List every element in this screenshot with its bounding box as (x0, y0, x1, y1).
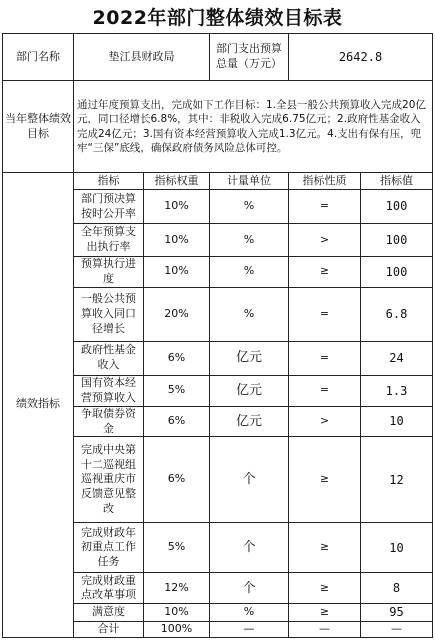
indicator-unit: % (210, 604, 289, 621)
indicator-nature: > (289, 224, 361, 257)
indicator-unit: 个 (210, 573, 289, 604)
indicator-value: 1.3 (361, 375, 433, 406)
indicator-value: 24 (361, 341, 433, 375)
page-title: 2022年部门整体绩效目标表 (92, 7, 343, 29)
indicator-value: 95 (361, 604, 433, 621)
total-unit: — (210, 621, 289, 637)
indicator-unit: 亿元 (210, 341, 289, 375)
indicator-value: 8 (361, 573, 433, 604)
indicator-weight: 6% (144, 341, 210, 375)
indicator-name: 全年预算支出执行率 (74, 224, 144, 257)
indicator-value: 100 (361, 190, 433, 224)
indicator-nature: = (289, 341, 361, 375)
goal-label: 当年整体绩效目标 (3, 81, 74, 173)
indicator-weight: 10% (144, 257, 210, 288)
budget-label: 部门支出预算总量（万元） (210, 34, 289, 81)
indicator-weight: 10% (144, 224, 210, 257)
total-label: 合计 (74, 621, 144, 637)
indicator-weight: 10% (144, 604, 210, 621)
col-header-unit: 计量单位 (210, 173, 289, 190)
indicator-name: 完成中央第十二巡视组巡视重庆市反馈意见整改 (74, 437, 144, 523)
indicator-name: 满意度 (74, 604, 144, 621)
indicator-value: 6.8 (361, 287, 433, 341)
indicator-nature: = (289, 190, 361, 224)
indicator-name: 政府性基金收入 (74, 341, 144, 375)
budget-value: 2642.8 (289, 34, 433, 81)
indicator-name: 争取债券资金 (74, 406, 144, 437)
indicator-name: 完成财政年初重点工作任务 (74, 523, 144, 573)
indicator-name: 国有资本经营预算收入 (74, 375, 144, 406)
indicator-nature: ≥ (289, 604, 361, 621)
indicator-unit: 亿元 (210, 375, 289, 406)
dept-name-label: 部门名称 (3, 34, 74, 81)
indicator-unit: % (210, 287, 289, 341)
indicator-nature: = (289, 287, 361, 341)
indicator-weight: 12% (144, 573, 210, 604)
indicator-value: 100 (361, 257, 433, 288)
col-header-indicator: 指标 (74, 173, 144, 190)
indicator-value: 100 (361, 224, 433, 257)
indicator-unit: 亿元 (210, 406, 289, 437)
dept-name-value: 垫江县财政局 (74, 34, 210, 81)
indicator-name: 完成财政重点改革事项 (74, 573, 144, 604)
total-weight: 100% (144, 621, 210, 637)
indicator-weight: 10% (144, 190, 210, 224)
col-header-value: 指标值 (361, 173, 433, 190)
indicator-name: 部门预决算按时公开率 (74, 190, 144, 224)
indicator-weight: 5% (144, 375, 210, 406)
indicator-nature: > (289, 406, 361, 437)
indicator-weight: 6% (144, 406, 210, 437)
indicator-name: 一般公共预算收入同口径增长 (74, 287, 144, 341)
indicator-nature: ≥ (289, 257, 361, 288)
indicator-unit: 个 (210, 437, 289, 523)
goal-row (3, 81, 433, 173)
indicator-value: 10 (361, 523, 433, 573)
indicator-weight: 5% (144, 523, 210, 573)
indicator-value: 12 (361, 437, 433, 523)
indicator-nature: = (289, 375, 361, 406)
col-header-nature: 指标性质 (289, 173, 361, 190)
indicator-nature: ≥ (289, 573, 361, 604)
perf-label: 绩效指标 (3, 173, 74, 638)
perf-header-row (3, 173, 433, 190)
goal-text: 通过年度预算支出，完成如下工作目标：1.全县一般公共预算收入完成20亿元，同口径增长6.8%，其中：非税收入完成6.75亿元；2.政府性基金收入完成24亿元；3.国有资本经营预算收入完成1.3亿元。4.支出有保有压，兜牢“三保”底线，确保政府债务风险总体可控。 (74, 81, 433, 173)
indicator-weight: 6% (144, 437, 210, 523)
performance-table (2, 33, 433, 638)
total-nature: — (289, 621, 361, 637)
indicator-weight: 20% (144, 287, 210, 341)
col-header-weight: 指标权重 (144, 173, 210, 190)
dept-row (3, 34, 433, 81)
total-value: — (361, 621, 433, 637)
indicator-nature: ≥ (289, 437, 361, 523)
indicator-unit: % (210, 190, 289, 224)
indicator-unit: 个 (210, 523, 289, 573)
indicator-name: 预算执行进度 (74, 257, 144, 288)
indicator-nature: ≥ (289, 523, 361, 573)
indicator-unit: % (210, 257, 289, 288)
indicator-value: 10 (361, 406, 433, 437)
indicator-unit: % (210, 224, 289, 257)
